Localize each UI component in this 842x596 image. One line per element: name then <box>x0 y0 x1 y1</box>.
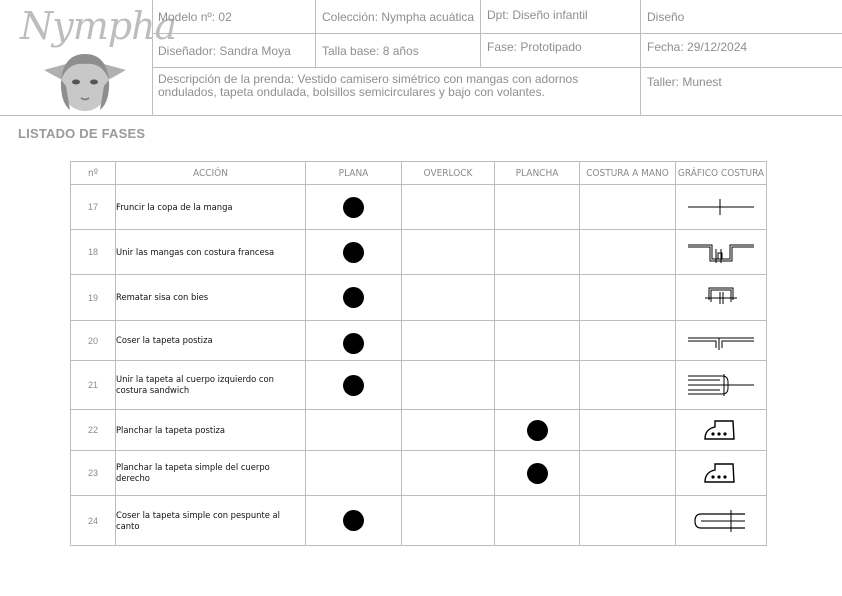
overlock-cell <box>402 361 495 410</box>
french-seam-icon <box>686 239 756 265</box>
taller-field: Taller: Munest <box>647 75 722 89</box>
row-action: Coser la tapeta postiza <box>116 321 306 361</box>
graphic-cell <box>676 496 767 546</box>
plana-cell <box>306 230 402 275</box>
row-action: Planchar la tapeta simple del cuerpo derecho <box>116 451 306 496</box>
header <box>0 0 842 116</box>
graphic-cell <box>676 321 767 361</box>
table-row <box>71 275 767 321</box>
logo-box <box>0 0 177 115</box>
plana-dot <box>343 333 364 354</box>
mano-cell <box>580 230 676 275</box>
table-row <box>71 410 767 451</box>
iron-icon <box>701 417 741 443</box>
dpt-field: Dpt: Diseño infantil <box>481 0 641 34</box>
phases-table <box>70 161 767 546</box>
edge-stitch-icon <box>693 506 749 536</box>
plancha-cell <box>495 361 580 410</box>
mano-cell <box>580 275 676 321</box>
col-header-overlock: OVERLOCK <box>402 162 495 185</box>
table-header-row <box>71 162 767 185</box>
logo-text: Nympha <box>20 4 177 48</box>
row-action: Unir la tapeta al cuerpo izquierdo con costura sandwich <box>116 361 306 410</box>
bias-binding-icon <box>701 284 741 312</box>
mano-cell <box>580 321 676 361</box>
row-action: Unir las mangas con costura francesa <box>116 230 306 275</box>
col-header-costura-mano: COSTURA A MANO <box>580 162 676 185</box>
overlock-cell <box>402 496 495 546</box>
overlock-cell <box>402 275 495 321</box>
row-number: 21 <box>71 361 116 410</box>
table-row <box>71 361 767 410</box>
overlock-cell <box>402 185 495 230</box>
plancha-cell <box>495 230 580 275</box>
row-action: Fruncir la copa de la manga <box>116 185 306 230</box>
plana-cell <box>306 321 402 361</box>
plana-cell <box>306 496 402 546</box>
overlock-cell <box>402 321 495 361</box>
graphic-cell <box>676 230 767 275</box>
iron-icon <box>701 460 741 486</box>
modelo-field: Modelo nº: 02 <box>152 0 316 34</box>
plancha-dot <box>527 463 548 484</box>
row-number: 20 <box>71 321 116 361</box>
plana-dot <box>343 197 364 218</box>
mano-cell <box>580 451 676 496</box>
graphic-cell <box>676 410 767 451</box>
table-row <box>71 230 767 275</box>
plana-dot <box>343 242 364 263</box>
diseno-field: Diseño <box>641 0 842 34</box>
mano-cell <box>580 185 676 230</box>
row-number: 22 <box>71 410 116 451</box>
table-row <box>71 451 767 496</box>
row-action: Planchar la tapeta postiza <box>116 410 306 451</box>
talla-field: Talla base: 8 años <box>316 34 481 68</box>
graphic-cell <box>676 275 767 321</box>
table-row <box>71 321 767 361</box>
table-row <box>71 496 767 546</box>
mano-cell <box>580 410 676 451</box>
fecha-field: Fecha: 29/12/2024 <box>641 34 842 68</box>
plancha-cell <box>495 185 580 230</box>
coleccion-field: Colección: Nympha acuática <box>316 0 481 34</box>
plana-dot <box>343 375 364 396</box>
graphic-cell <box>676 361 767 410</box>
plana-cell <box>306 185 402 230</box>
col-header-accion: ACCIÓN <box>116 162 306 185</box>
graphic-cell <box>676 185 767 230</box>
row-number: 18 <box>71 230 116 275</box>
sandwich-seam-icon <box>686 370 756 400</box>
graphic-cell <box>676 451 767 496</box>
logo-face-icon <box>44 50 126 112</box>
row-action: Coser la tapeta simple con pespunte al canto <box>116 496 306 546</box>
col-header-num: nº <box>71 162 116 185</box>
mano-cell <box>580 361 676 410</box>
plancha-cell <box>495 451 580 496</box>
col-header-plancha: PLANCHA <box>495 162 580 185</box>
row-number: 17 <box>71 185 116 230</box>
overlock-cell <box>402 230 495 275</box>
col-header-plana: PLANA <box>306 162 402 185</box>
plain-seam-icon <box>686 195 756 219</box>
plancha-cell <box>495 410 580 451</box>
plancha-cell <box>495 321 580 361</box>
row-number: 24 <box>71 496 116 546</box>
plana-dot <box>343 510 364 531</box>
row-number: 19 <box>71 275 116 321</box>
row-number: 23 <box>71 451 116 496</box>
disenador-field: Diseñador: Sandra Moya <box>152 34 316 68</box>
plana-cell <box>306 361 402 410</box>
plana-dot <box>343 287 364 308</box>
table-row <box>71 185 767 230</box>
overlock-cell <box>402 410 495 451</box>
row-action: Rematar sisa con bies <box>116 275 306 321</box>
plana-cell <box>306 275 402 321</box>
plancha-cell <box>495 275 580 321</box>
plancha-cell <box>495 496 580 546</box>
plana-cell <box>306 410 402 451</box>
plancha-dot <box>527 420 548 441</box>
mano-cell <box>580 496 676 546</box>
descripcion-field: Descripción de la prenda: Vestido camisero simétrico con mangas con adornos ondulados, tapeta ondulada, bolsillos semicirculares y bajo con volantes. <box>152 68 641 115</box>
section-title: LISTADO DE FASES <box>18 126 146 141</box>
overlock-cell <box>402 451 495 496</box>
col-header-grafico: GRÁFICO COSTURA <box>676 162 767 185</box>
fase-field: Fase: Prototipado <box>481 34 641 68</box>
plana-cell <box>306 451 402 496</box>
placket-seam-icon <box>686 330 756 352</box>
